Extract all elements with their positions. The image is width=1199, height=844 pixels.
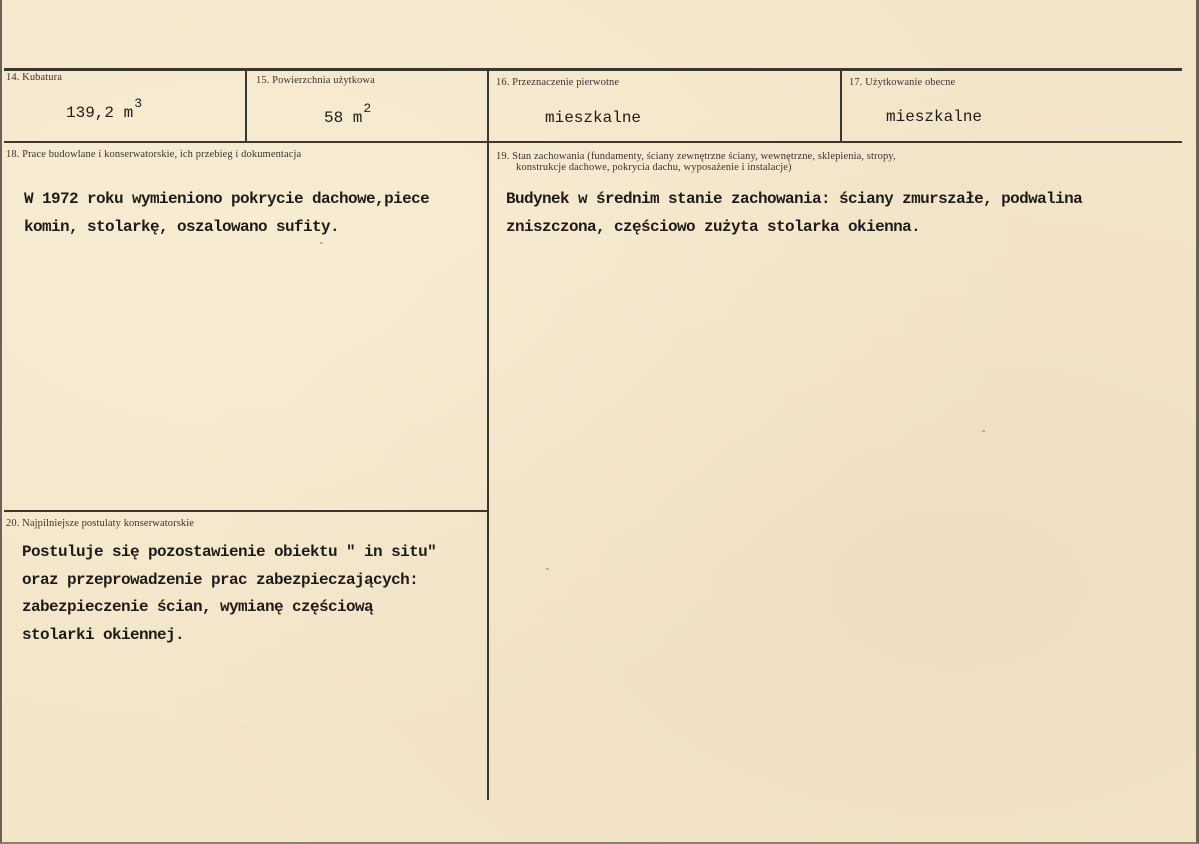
field-20-line: Postuluje się pozostawienie obiektu " in situ" <box>22 543 437 561</box>
field-14-number: 139,2 m <box>66 104 134 122</box>
field-19-text <box>506 186 1082 241</box>
field-17-value: mieszkalne <box>886 108 983 126</box>
field-14-unit-exponent: 3 <box>134 96 143 111</box>
divider-14-15 <box>245 70 247 142</box>
field-15-unit-exponent: 2 <box>363 101 372 116</box>
field-20-line: oraz przeprowadzenie prac zabezpieczających: <box>22 570 419 589</box>
top-rule <box>4 68 1182 71</box>
field-20-line: stolarki okiennej. <box>22 625 185 644</box>
field-15-value <box>324 101 372 127</box>
field-15-label: 15. Powierzchnia użytkowa <box>256 75 375 86</box>
field-16-label: 16. Przeznaczenie pierwotne <box>496 77 620 88</box>
field-18-label: 18. Prace budowlane i konserwatorskie, ich przebieg i dokumentacja <box>6 149 302 160</box>
field-17-label: 17. Użytkowanie obecne <box>849 77 956 88</box>
paper-speck <box>546 568 549 570</box>
field-20-line: zabezpieczenie ścian, wymianę częściową <box>22 598 374 616</box>
section20-top-rule <box>4 510 489 512</box>
field-18-line: komin, stolarkę, oszalowano sufity. <box>24 217 340 236</box>
divider-15-16 <box>487 70 489 800</box>
divider-16-17 <box>840 70 842 142</box>
paper-speck <box>320 242 323 244</box>
field-18-line: W 1972 roku wymieniono pokrycie dachowe,piece <box>24 190 430 208</box>
field-20-text <box>22 539 436 649</box>
field-14-value <box>66 96 143 122</box>
field-19-line: zniszczona, częściowo zużyta stolarka okienna. <box>506 217 921 236</box>
row1-bottom-rule <box>4 141 1182 143</box>
field-20-label: 20. Najpilniejsze postulaty konserwatorskie <box>6 518 195 529</box>
field-19-label-cont: konstrukcje dachowe, pokrycia dachu, wyposażenie i instalacje) <box>516 162 792 173</box>
field-15-number: 58 m <box>324 109 363 127</box>
field-18-text <box>24 186 429 241</box>
field-19-label: 19. Stan zachowania (fundamenty, ściany zewnętrzne ściany, wewnętrzne, sklepienia, stropy, <box>496 151 896 162</box>
field-19-line: Budynek w średnim stanie zachowania: ściany zmurszałe, podwalina <box>506 190 1083 208</box>
field-14-label: 14. Kubatura <box>6 72 63 83</box>
field-16-value: mieszkalne <box>545 109 642 127</box>
paper-speck <box>982 430 985 432</box>
